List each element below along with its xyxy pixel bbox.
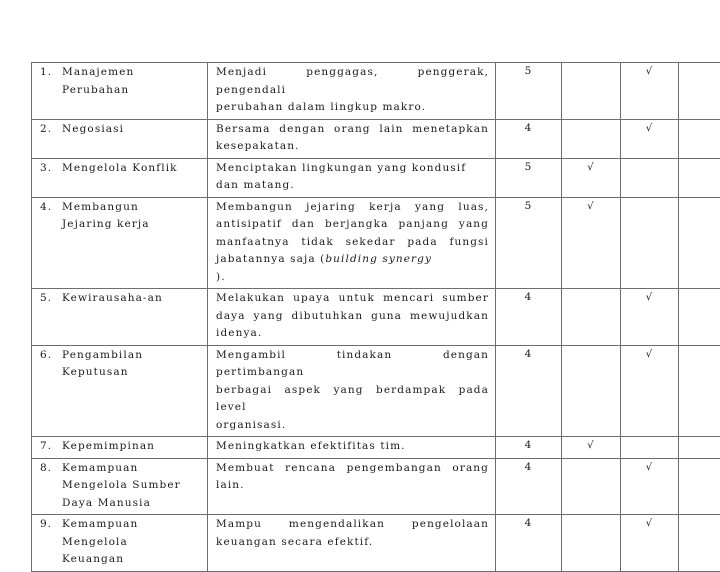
description-line xyxy=(216,121,489,139)
check-mark-icon: √ xyxy=(646,518,653,529)
check-cell-2 xyxy=(621,63,679,120)
description-line xyxy=(216,325,489,343)
competency-description-cell xyxy=(208,158,496,197)
score-cell: 4 xyxy=(496,289,562,346)
description-text: Bersama dengan orang lain menetapkan xyxy=(216,123,489,135)
score-cell: 4 xyxy=(496,119,562,158)
score-cell: 5 xyxy=(496,158,562,197)
description-text: antisipatif dan berjangka panjang yang xyxy=(216,218,489,230)
competency-name-cell xyxy=(32,197,208,289)
description-line xyxy=(216,516,489,534)
check-cell-3 xyxy=(679,458,720,515)
check-cell-2 xyxy=(621,345,679,437)
check-mark-icon: √ xyxy=(587,201,594,212)
competency-name-wrapper xyxy=(36,347,203,382)
description-text: Membangun jejaring kerja yang luas, xyxy=(216,201,489,213)
check-cell-2 xyxy=(621,289,679,346)
competency-name: Manajemen Perubahan xyxy=(62,64,203,99)
description-text: lain. xyxy=(216,479,245,491)
table-row xyxy=(32,458,720,515)
competency-name: Membangun Jejaring kerja xyxy=(62,199,203,234)
row-number: 6. xyxy=(36,347,62,382)
competency-description-cell xyxy=(208,345,496,437)
description-text: manfaatnya tidak sekedar pada fungsi xyxy=(216,236,489,248)
check-cell-2 xyxy=(621,197,679,289)
description-text: organisasi. xyxy=(216,419,286,431)
competency-name-wrapper xyxy=(36,121,203,139)
description-text: daya yang dibutuhkan guna mewujudkan xyxy=(216,310,489,322)
score-cell: 5 xyxy=(496,197,562,289)
score-cell: 4 xyxy=(496,458,562,515)
table-row xyxy=(32,515,720,572)
row-number: 2. xyxy=(36,121,62,139)
description-text: keuangan secara efektif. xyxy=(216,536,373,548)
row-number: 9. xyxy=(36,516,62,569)
row-number: 4. xyxy=(36,199,62,234)
check-cell-1 xyxy=(562,345,621,437)
competency-name-cell xyxy=(32,458,208,515)
score-cell: 4 xyxy=(496,345,562,437)
table-row xyxy=(32,345,720,437)
description-line xyxy=(216,64,489,99)
check-mark-icon: √ xyxy=(646,123,653,134)
competency-description-cell xyxy=(208,458,496,515)
table-row xyxy=(32,63,720,120)
description-text: idenya. xyxy=(216,327,262,339)
check-cell-1 xyxy=(562,458,621,515)
check-mark-icon: √ xyxy=(646,292,653,303)
table-row xyxy=(32,289,720,346)
competency-name-cell xyxy=(32,119,208,158)
description-line xyxy=(216,438,489,456)
competency-name-cell xyxy=(32,345,208,437)
competency-description-cell xyxy=(208,197,496,289)
score-cell: 4 xyxy=(496,515,562,572)
check-mark-icon: √ xyxy=(587,162,594,173)
check-cell-2 xyxy=(621,458,679,515)
competency-description-cell xyxy=(208,289,496,346)
description-text: jabatannya saja ( xyxy=(216,253,325,265)
description-text: Mampu mengendalikan pengelolaan xyxy=(216,518,489,530)
row-number: 7. xyxy=(36,438,62,456)
check-cell-1 xyxy=(562,158,621,197)
competency-name: Mengelola Konflik xyxy=(62,160,203,178)
competency-table-body xyxy=(32,63,720,572)
row-number: 1. xyxy=(36,64,62,99)
competency-name-wrapper xyxy=(36,438,203,456)
check-cell-1 xyxy=(562,515,621,572)
description-text: Melakukan upaya untuk mencari sumber xyxy=(216,292,489,304)
check-cell-3 xyxy=(679,515,720,572)
table-row xyxy=(32,119,720,158)
table-row xyxy=(32,437,720,459)
description-tail: ). xyxy=(216,269,489,287)
competency-name-cell xyxy=(32,289,208,346)
description-line xyxy=(216,234,489,252)
description-line xyxy=(216,138,489,156)
competency-name-wrapper xyxy=(36,290,203,308)
competency-name-cell xyxy=(32,515,208,572)
description-text: dan matang. xyxy=(216,179,295,191)
description-text: Menciptakan lingkungan yang kondusif xyxy=(216,162,466,174)
table-row xyxy=(32,197,720,289)
description-line xyxy=(216,417,489,435)
check-mark-icon: √ xyxy=(646,349,653,360)
check-cell-3 xyxy=(679,345,720,437)
competency-name: Kemampuan Mengelola Sumber Daya Manusia xyxy=(62,460,203,513)
check-cell-2 xyxy=(621,158,679,197)
description-line xyxy=(216,460,489,478)
competency-description-cell xyxy=(208,437,496,459)
description-line xyxy=(216,251,489,286)
check-cell-1 xyxy=(562,289,621,346)
description-line xyxy=(216,160,489,178)
score-cell: 5 xyxy=(496,63,562,120)
competency-name: Kewirausaha-an xyxy=(62,290,203,308)
description-line xyxy=(216,308,489,326)
check-mark-icon: √ xyxy=(587,440,594,451)
description-line xyxy=(216,347,489,382)
competency-description-cell xyxy=(208,119,496,158)
competency-name-cell xyxy=(32,437,208,459)
description-line xyxy=(216,534,489,552)
competency-name: Kemampuan Mengelola Keuangan xyxy=(62,516,203,569)
row-number: 8. xyxy=(36,460,62,513)
competency-name-wrapper xyxy=(36,199,203,234)
row-number: 3. xyxy=(36,160,62,178)
description-text: perubahan dalam lingkup makro. xyxy=(216,101,426,113)
competency-name: Pengambilan Keputusan xyxy=(62,347,203,382)
description-line xyxy=(216,99,489,117)
check-cell-3 xyxy=(679,158,720,197)
score-cell: 4 xyxy=(496,437,562,459)
competency-table xyxy=(31,62,720,572)
description-line xyxy=(216,216,489,234)
check-cell-3 xyxy=(679,289,720,346)
description-text: Meningkatkan efektifitas tim. xyxy=(216,440,406,452)
description-text: kesepakatan. xyxy=(216,140,300,152)
competency-name-cell xyxy=(32,63,208,120)
competency-name: Negosiasi xyxy=(62,121,203,139)
description-line xyxy=(216,290,489,308)
competency-name-cell xyxy=(32,158,208,197)
description-line xyxy=(216,477,489,495)
row-number: 5. xyxy=(36,290,62,308)
competency-name-wrapper xyxy=(36,460,203,513)
competency-name-wrapper xyxy=(36,64,203,99)
competency-description-cell xyxy=(208,515,496,572)
check-cell-3 xyxy=(679,437,720,459)
check-cell-1 xyxy=(562,197,621,289)
check-mark-icon: √ xyxy=(646,462,653,473)
table-row xyxy=(32,158,720,197)
check-cell-3 xyxy=(679,119,720,158)
description-italic-term: building synergy xyxy=(325,253,432,265)
description-line xyxy=(216,199,489,217)
check-cell-3 xyxy=(679,63,720,120)
description-text: berbagai aspek yang berdampak pada level xyxy=(216,384,489,414)
description-line xyxy=(216,177,489,195)
competency-description-cell xyxy=(208,63,496,120)
description-text: Membuat rencana pengembangan orang xyxy=(216,462,489,474)
description-text: Mengambil tindakan dengan pertimbangan xyxy=(216,349,489,379)
check-cell-1 xyxy=(562,63,621,120)
check-cell-1 xyxy=(562,437,621,459)
check-mark-icon: √ xyxy=(646,66,653,77)
competency-name: Kepemimpinan xyxy=(62,438,203,456)
description-line xyxy=(216,382,489,417)
check-cell-1 xyxy=(562,119,621,158)
check-cell-2 xyxy=(621,515,679,572)
check-cell-3 xyxy=(679,197,720,289)
competency-name-wrapper xyxy=(36,160,203,178)
competency-name-wrapper xyxy=(36,516,203,569)
check-cell-2 xyxy=(621,437,679,459)
check-cell-2 xyxy=(621,119,679,158)
description-text: Menjadi penggagas, penggerak, pengendali xyxy=(216,66,489,96)
